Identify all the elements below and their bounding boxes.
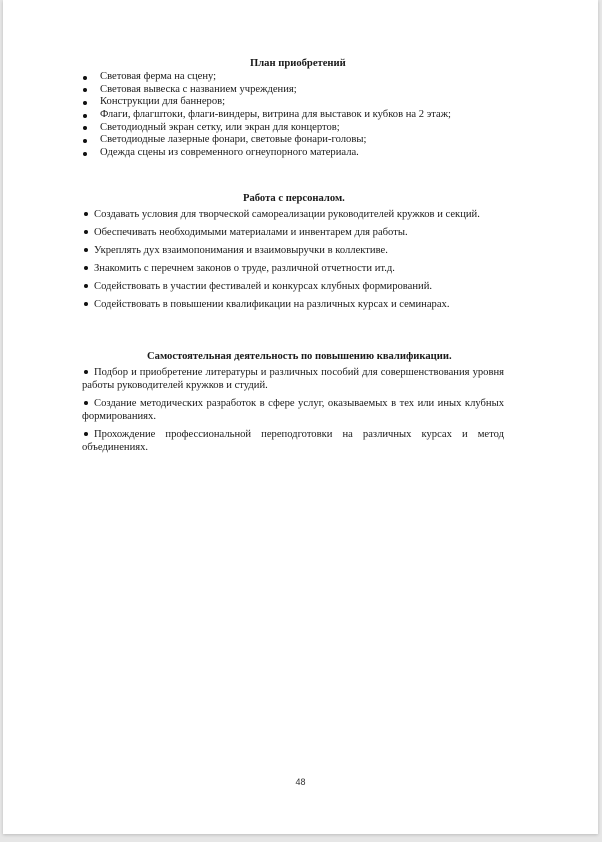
list-item: Содействовать в участии фестивалей и конкурсах клубных формирований. [82, 280, 504, 293]
bullet-icon [83, 76, 87, 80]
bullet-icon [84, 266, 88, 270]
personnel-list [82, 208, 504, 311]
list-item: Флаги, флагштоки, флаги-виндеры, витрина для выставок и кубков на 2 этаж; [82, 109, 451, 122]
list-item: Одежда сцены из современного огнеупорного материала. [82, 147, 451, 160]
list-item: Световая ферма на сцену; [82, 71, 451, 84]
list-item: Знакомить с перечнем законов о труде, различной отчетности ит.д. [82, 262, 504, 275]
bullet-icon [84, 212, 88, 216]
list-item: Содействовать в повышении квалификации на различных курсах и семинарах. [82, 298, 504, 311]
bullet-icon [83, 139, 87, 143]
document-page [3, 0, 598, 834]
bullet-icon [84, 230, 88, 234]
list-item: Конструкции для баннеров; [82, 96, 451, 109]
bullet-icon [84, 302, 88, 306]
bullet-icon [84, 370, 88, 374]
list-item: Светодиодные лазерные фонари, световые фонари-головы; [82, 134, 451, 147]
list-item: Создавать условия для творческой самореализации руководителей кружков и секций. [82, 208, 504, 221]
section-title-acquisitions: План приобретений [250, 58, 346, 69]
list-item: Обеспечивать необходимыми материалами и инвентарем для работы. [82, 226, 504, 239]
list-item: Прохождение профессиональной переподготовки на различных курсах и метод объединениях. [82, 429, 504, 453]
acquisitions-list [82, 71, 451, 160]
bullet-icon [83, 126, 87, 130]
bullet-icon [84, 248, 88, 252]
bullet-icon [83, 152, 87, 156]
bullet-icon [83, 114, 87, 118]
bullet-icon [83, 88, 87, 92]
list-item: Световая вывеска с названием учреждения; [82, 84, 451, 97]
page-number: 48 [295, 777, 306, 787]
bullet-icon [84, 432, 88, 436]
list-item: Светодиодный экран сетку, или экран для концертов; [82, 122, 451, 135]
section-title-self-development: Самостоятельная деятельность по повышению квалификации. [147, 351, 452, 362]
self-development-list [82, 366, 504, 454]
list-item: Подбор и приобретение литературы и различных пособий для совершенствования уровня работы руководителей кружков и студий. [82, 367, 504, 391]
list-item: Создание методических разработок в сфере услуг, оказываемых в тех или иных клубных формированиях. [82, 398, 504, 422]
section-title-personnel: Работа с персоналом. [243, 193, 345, 204]
bullet-icon [84, 401, 88, 405]
bullet-icon [84, 284, 88, 288]
bullet-icon [83, 101, 87, 105]
list-item: Укреплять дух взаимопонимания и взаимовыручки в коллективе. [82, 244, 504, 257]
